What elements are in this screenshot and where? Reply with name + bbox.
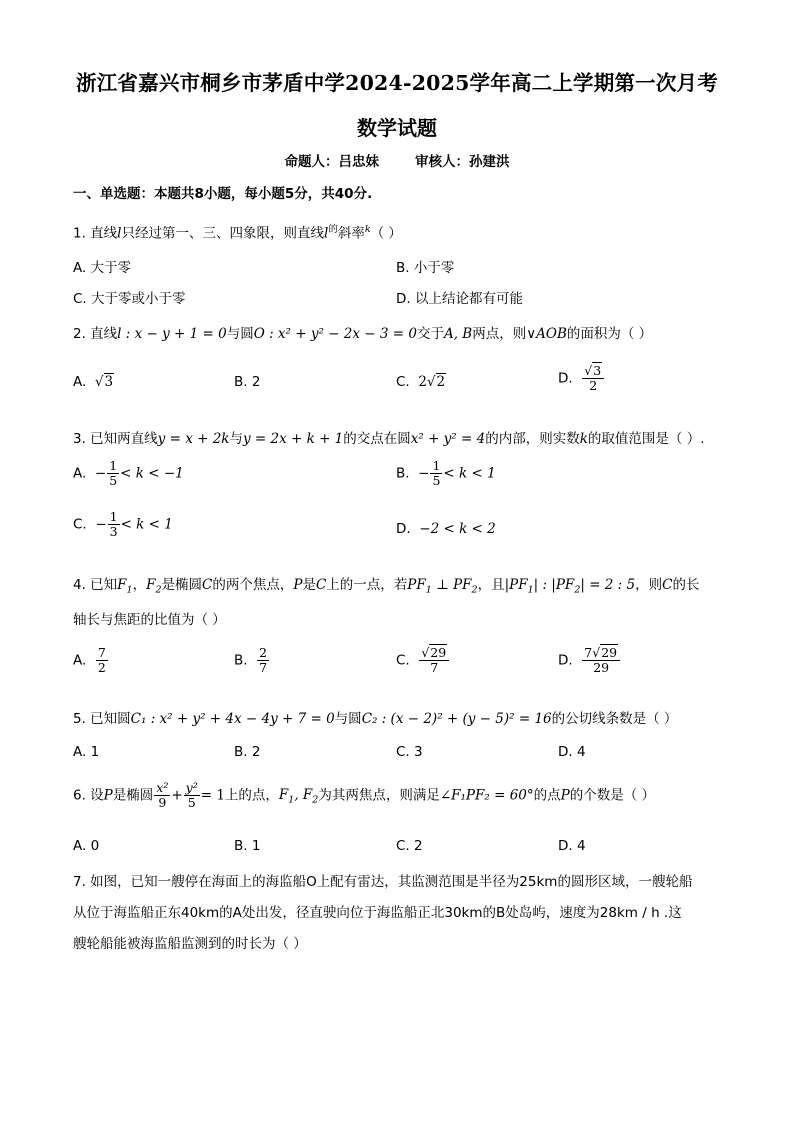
q1-option-c: C. 大于零或小于零 (73, 291, 186, 307)
q6-option-d: D. 4 (558, 838, 586, 854)
question-2: 2. 直线l : x − y + 1 = 0与圆O : x² + y² − 2x − 3 = 0交于A, B两点，则∨AOB的面积为（ ） (73, 326, 653, 342)
question-7-line-3: 艘轮船能被海监船监测到的时长为（ ） (73, 936, 307, 952)
question-7-line-2: 从位于海监船正东40km的A处出发，径直驶向位于海监船正北30km的B处岛屿，速度为28km / h .这 (73, 905, 682, 921)
authors-line (0, 150, 794, 170)
q5-option-a: A. 1 (73, 744, 100, 760)
q2-option-d: D. $\frac{√3}{2}$ (558, 364, 605, 393)
q1-option-b: B. 小于零 (396, 260, 455, 276)
question-4-line-2: 轴长与焦距的比值为（ ） (73, 612, 226, 628)
q3-option-a: A. − $\frac{1}{5}$ < k < −1 (73, 458, 184, 488)
q5-option-b: B. 2 (234, 744, 261, 760)
question-3: 3. 已知两直线y = x + 2k与y = 2x + k + 1的交点在圆x² + y² = 4的内部，则实数k的取值范围是（ ）. (73, 431, 705, 447)
q2-option-b: B. 2 (234, 374, 261, 390)
q4-option-b: B. $\frac{2}{7}$ (234, 645, 268, 675)
question-4-line-1: 4. 已知$F_1$，$F_2$是椭圆C的两个焦点，P是C上的一点，若$PF_1$ ⊥ $PF_2$，且$|PF_1|$ : $|PF_2| = 2$ : 5，则C的长 (73, 577, 700, 596)
q5-option-d: D. 4 (558, 744, 586, 760)
reviewer: 审核人：孙建洪 (415, 154, 510, 170)
q3-option-d: D. −2 < k < 2 (396, 521, 496, 537)
proposer: 命题人：吕忠妹 (284, 154, 379, 170)
q3-option-c: C. − $\frac{1}{3}$ < k < 1 (73, 509, 173, 539)
q5-option-c: C. 3 (396, 744, 423, 760)
q6-option-c: C. 2 (396, 838, 423, 854)
question-7-line-1: 7. 如图，已知一艘停在海面上的海监船O上配有雷达，其监测范围是半径为25km的圆形区域，一艘轮船 (73, 874, 693, 890)
question-5: 5. 已知圆C₁ : x² + y² + 4x − 4y + 7 = 0与圆C₂ : (x − 2)² + (y − 5)² = 16的公切线条数是（ ） (73, 711, 678, 727)
q1-option-a: A. 大于零 (73, 260, 132, 276)
q2-option-c: C. 2√2 (396, 374, 446, 390)
document-subtitle: 数学试题 (357, 116, 437, 140)
q2-option-a: A. √3 (73, 374, 114, 390)
document-title: 浙江省嘉兴市桐乡市茅盾中学2024-2025学年高二上学期第一次月考 (76, 71, 718, 95)
q1-option-d: D. 以上结论都有可能 (396, 291, 523, 307)
question-1: 1. 直线l只经过第一、三、四象限，则直线$l^的$斜率$^k$（ ） (73, 224, 402, 242)
q6-option-a: A. 0 (73, 838, 100, 854)
q4-option-a: A. $\frac{7}{2}$ (73, 645, 106, 675)
section-heading: 一、单选题：本题共8小题，每小题5分，共40分. (73, 186, 373, 202)
q6-option-b: B. 1 (234, 838, 261, 854)
q4-option-c: C. $\frac{√29}{7}$ (396, 646, 450, 675)
q3-option-b: B. − $\frac{1}{5}$ < k < 1 (396, 458, 496, 488)
q4-option-d: D. $\frac{7√29}{29}$ (558, 646, 621, 675)
question-6: 6. 设P是椭圆 $\frac{\text{x²}}{9}$ + $\frac{\text{y²}}{5}$ = 1上的点，$F_1$, $F_2$为其两焦点，则满足∠F₁PF₂ = 60°的点P的个数是（ ） (73, 780, 656, 810)
